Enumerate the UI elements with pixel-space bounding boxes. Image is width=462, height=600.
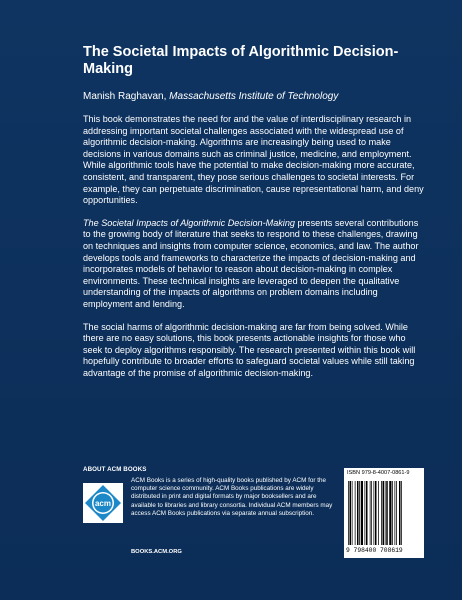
barcode-bar: [401, 481, 402, 545]
barcode-bar: [365, 481, 366, 545]
barcode-bar: [381, 481, 382, 545]
barcode-bar: [395, 481, 396, 545]
barcode-bar: [396, 481, 397, 545]
book-description: [83, 114, 425, 390]
isbn-label: ISBN 979-8-4007-0861-9: [347, 470, 410, 476]
barcode-bar: [399, 481, 401, 545]
about-text: ACM Books is a series of high-quality books published by ACM for the computer science community. ACM Books publications are widely distributed in print and digital formats by major booksellers and are available to libraries and library consortia. Individual ACM members may access ACM Books publications via separate annual subscription.: [131, 477, 333, 517]
barcode-bar: [359, 481, 360, 545]
barcode-bar: [355, 481, 356, 545]
barcode-bar: [374, 481, 375, 545]
description-paragraph: The social harms of algorithmic decision-making are far from being solved. While there are no easy solutions, this book presents actionable insights for those who seek to deploy algorithms responsibly. The research presented within this book will hopefully contribute to broader efforts to safeguard societal values while still taking advantage of the promise of algorithmic decision-making.: [83, 321, 416, 378]
acm-logo-icon: [83, 483, 123, 523]
barcode-number: 9 798400 708619: [346, 547, 403, 554]
barcode-bar: [371, 481, 372, 545]
barcode-bar: [361, 481, 363, 545]
barcode-bar: [389, 481, 391, 545]
author-name: Manish Raghavan,: [83, 91, 167, 102]
barcode-bar: [366, 481, 368, 545]
barcode-bar: [348, 481, 349, 545]
acm-books-url: BOOKS.ACM.ORG: [131, 549, 182, 555]
barcode-bar: [385, 481, 386, 545]
barcode-box: [344, 468, 424, 558]
book-author: [83, 91, 338, 102]
barcode-bar: [357, 481, 359, 545]
barcode-bar: [386, 481, 388, 545]
barcode-bar: [350, 481, 352, 545]
barcode-bar: [392, 481, 393, 545]
description-paragraph: This book demonstrates the need for and the value of interdisciplinary research in addressing important societal challenges associated with the widespread use of algorithmic decision-making. Algorithms are increasingly being used to make decisions in various domains such as criminal justice, medicine, and employment. While algorithmic tools have the potential to make decision-making more accurate, consistent, and transparent, they pose serious challenges to societal interests. For example, they can perpetuate discrimination, cause representational harm, and deny opportunities.: [83, 114, 424, 206]
barcode-bar: [370, 481, 371, 545]
barcode-bar: [352, 481, 353, 545]
barcode-bar: [383, 481, 385, 545]
description-paragraph: [83, 218, 425, 311]
barcode-graphic: [348, 481, 420, 547]
description-paragraph-text: presents several contributions to the growing body of literature that seeks to respond to these challenges, drawing on techniques and insights from computer science, economics, and law. The author develops tools and frameworks to characterize the impacts of decision-making and incorporates models of behavior to reason about decision-making in complex environments. These technical insights are leveraged to deepen the qualitative understanding of the impacts of algorithms on problem domains including employment and lending.: [83, 217, 419, 309]
barcode-bar: [375, 481, 377, 545]
book-title-italic: The Societal Impacts of Algorithmic Decision-Making: [83, 217, 295, 228]
book-title: The Societal Impacts of Algorithmic Decision-Making: [83, 44, 399, 77]
barcode-bar: [378, 481, 379, 545]
author-affiliation: Massachusetts Institute of Technology: [169, 91, 339, 102]
about-heading: ABOUT ACM BOOKS: [83, 466, 147, 473]
acm-logo-text: acm: [94, 499, 112, 508]
